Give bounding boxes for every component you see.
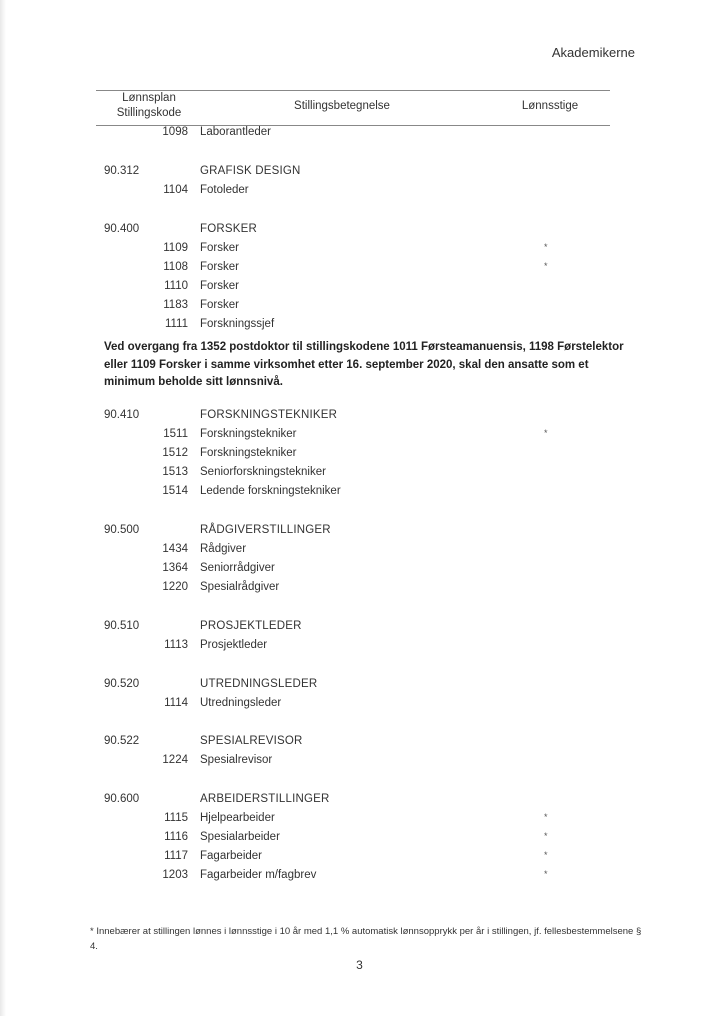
row-title: FORSKER <box>200 223 257 235</box>
row-title: Seniorrådgiver <box>200 562 275 574</box>
table-row <box>0 242 719 261</box>
row-title: Fagarbeider <box>200 850 263 862</box>
footnote: * Innebærer at stillingen lønnes i lønnsstige i 10 år med 1,1 % automatisk lønnsopprykk per år i stillingen, jf. fellesbestemmelsene § 4. <box>90 926 642 952</box>
row-title: PROSJEKTLEDER <box>200 620 302 632</box>
row-code: 1513 <box>162 466 188 478</box>
row-plan: 90.410 <box>104 409 140 421</box>
table-row <box>0 639 719 658</box>
row-star: * <box>544 242 548 252</box>
row-code: 1110 <box>164 280 188 292</box>
row-title: Forsker <box>200 242 239 254</box>
row-code: 1108 <box>163 261 188 273</box>
table-group-row <box>0 735 719 754</box>
row-code: 1114 <box>164 697 188 709</box>
row-title: GRAFISK DESIGN <box>200 165 301 177</box>
row-title: Rådgiver <box>200 543 247 555</box>
row-plan: 90.600 <box>104 793 140 805</box>
transition-note: Ved overgang fra 1352 postdoktor til stillingskodene 1011 Førsteamanuensis, 1198 Førstelektor eller 1109 Forsker i samme virksomhet etter 16. september 2020, skal den ansatte som et minimum beholde sitt lønnsnivå. <box>104 341 624 388</box>
table-row <box>0 543 719 562</box>
row-code: 1113 <box>164 639 188 651</box>
row-title: Forsker <box>200 261 239 273</box>
table-row <box>0 581 719 600</box>
row-code: 1115 <box>164 812 188 824</box>
row-code: 1116 <box>164 831 188 843</box>
row-star: * <box>544 869 548 879</box>
row-code: 1514 <box>162 485 188 497</box>
row-title: Spesialarbeider <box>200 831 280 843</box>
row-star: * <box>544 261 548 271</box>
row-plan: 90.400 <box>104 223 140 235</box>
row-code: 1098 <box>162 126 188 138</box>
row-title: UTREDNINGSLEDER <box>200 678 318 690</box>
row-title: Utredningsleder <box>200 697 282 709</box>
row-code: 1111 <box>164 318 188 330</box>
row-title: Laborantleder <box>200 126 271 138</box>
row-code: 1434 <box>162 543 188 555</box>
column-header-stillingskode-label: Stillingskode <box>116 107 182 119</box>
row-title: Spesialrevisor <box>200 754 273 766</box>
table-row <box>0 447 719 466</box>
row-plan: 90.522 <box>104 735 140 747</box>
row-code: 1220 <box>162 581 188 593</box>
row-title: Forsker <box>200 299 239 311</box>
row-code: 1104 <box>163 184 188 196</box>
row-title: ARBEIDERSTILLINGER <box>200 793 330 805</box>
table-row <box>0 831 719 850</box>
row-title: Forskningssjef <box>200 318 275 330</box>
row-plan: 90.510 <box>104 620 140 632</box>
table-row <box>0 126 719 145</box>
table-group-row <box>0 524 719 543</box>
table-row <box>0 485 719 504</box>
table-group-row <box>0 620 719 639</box>
table-group-row <box>0 223 719 242</box>
table-row <box>0 261 719 280</box>
row-code: 1203 <box>162 869 188 881</box>
table-group-row <box>0 793 719 812</box>
table-group-row <box>0 165 719 184</box>
table-row <box>0 812 719 831</box>
row-star: * <box>544 831 548 841</box>
row-title: RÅDGIVERSTILLINGER <box>200 524 331 536</box>
row-code: 1183 <box>163 299 188 311</box>
table-row <box>0 466 719 485</box>
row-title: Prosjektleder <box>200 639 268 651</box>
row-code: 1511 <box>163 428 188 440</box>
table-group-row <box>0 409 719 428</box>
table-row <box>0 562 719 581</box>
row-title: Fagarbeider m/fagbrev <box>200 869 317 881</box>
row-title: Forskningstekniker <box>200 428 297 440</box>
table-row <box>0 299 719 318</box>
table-row <box>0 754 719 773</box>
row-code: 1117 <box>164 850 188 862</box>
row-code: 1109 <box>163 242 188 254</box>
row-title: Spesialrådgiver <box>200 581 280 593</box>
row-title: Fotoleder <box>200 184 249 196</box>
column-header-lonnsplan-label: Lønnsplan <box>122 92 176 104</box>
row-title: Seniorforskningstekniker <box>200 466 326 478</box>
row-plan: 90.500 <box>104 524 140 536</box>
table-row <box>0 697 719 716</box>
row-title: Ledende forskningstekniker <box>200 485 341 497</box>
table-group-row <box>0 678 719 697</box>
row-title: FORSKNINGSTEKNIKER <box>200 409 338 421</box>
row-code: 1224 <box>162 754 188 766</box>
row-plan: 90.312 <box>104 165 140 177</box>
table-row <box>0 869 719 888</box>
organization-name: Akademikerne <box>551 45 635 60</box>
table-row <box>0 428 719 447</box>
page-number: 3 <box>356 958 363 972</box>
row-title: Forskningstekniker <box>200 447 297 459</box>
row-code: 1364 <box>162 562 188 574</box>
row-title: SPESIALREVISOR <box>200 735 303 747</box>
table-row <box>0 850 719 869</box>
row-plan: 90.520 <box>104 678 140 690</box>
row-star: * <box>544 428 548 438</box>
row-title: Forsker <box>200 280 239 292</box>
table-row <box>0 184 719 203</box>
table-row <box>0 318 719 337</box>
row-star: * <box>544 850 548 860</box>
column-header-lonnsplan <box>96 91 202 121</box>
table-row <box>0 280 719 299</box>
row-title: Hjelpearbeider <box>200 812 275 824</box>
column-header-stillingsbetegnelse: Stillingsbetegnelse <box>294 100 390 112</box>
column-header-lonnsstige: Lønnsstige <box>521 100 579 112</box>
row-code: 1512 <box>162 447 188 459</box>
row-star: * <box>544 812 548 822</box>
